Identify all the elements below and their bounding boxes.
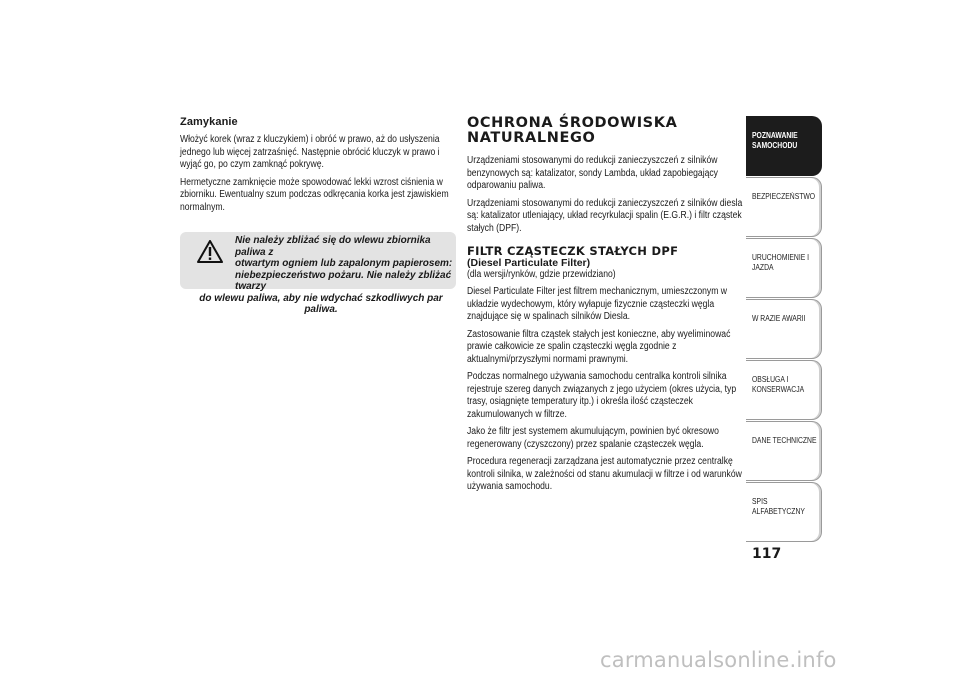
tab-label: URUCHOMIENIE I JAZDA — [752, 253, 810, 272]
page-number: 117 — [752, 546, 782, 562]
tab-label: OBSŁUGA I KONSERWACJA — [752, 375, 805, 394]
paragraph: Jako że filtr jest systemem akumulującym, powinien być okresowo regenerowany (czyszczony) przez spalanie cząsteczek węgla. — [467, 426, 719, 450]
warning-line: otwartym ogniem lub zapalonym papierosem: — [235, 258, 453, 269]
paragraph: Diesel Particulate Filter jest filtrem mechanicznym, umieszczonym w układzie wydechowym, który wyłapuje fizycznie cząsteczki węgla znajdujące się w spalinach silników Diesla. — [467, 286, 727, 322]
chapter-tabs — [746, 116, 822, 543]
warning-line: do wlewu paliwa, aby nie wdychać szkodliwych par paliwa. — [199, 292, 443, 315]
warning-text — [180, 235, 456, 316]
paragraph: Procedura regeneracji zarządzana jest automatycznie przez centralkę kontroli silnika, w zależności od stanu akumulacji w filtrze i od warunków używania samochodu. — [467, 456, 742, 492]
dpf-subheading: (Diesel Particulate Filter) — [467, 257, 591, 269]
tab-label: POZNAWANIE SAMOCHODU — [752, 131, 798, 150]
section-heading — [467, 116, 743, 146]
tab-label: SPIS ALFABETYCZNY — [752, 497, 805, 516]
paragraph: Urządzeniami stosowanymi do redukcji zanieczyszczeń z silników diesla są: katalizator utleniający, układ recyrkulacji spalin (E.G.R.) i filtr cząstek stałych (DPF). — [467, 197, 743, 234]
tab-bezpieczenstwo[interactable] — [746, 177, 822, 237]
heading-line: NATURALNEGO — [467, 130, 596, 146]
section-subheading: Zamykanie — [180, 116, 238, 128]
availability-note: (dla wersji/rynków, gdzie przewidziano) — [467, 269, 616, 280]
paragraph: Hermetyczne zamknięcie może spowodować lekki wzrost ciśnienia w zbiorniku. Ewentualny szum podczas odkręcania korka jest zjawiskiem normalnym. — [180, 176, 449, 213]
tab-label: W RAZIE AWARII — [752, 314, 806, 323]
heading-line: OCHRONA ŚRODOWISKA — [467, 115, 678, 131]
warning-line: Nie należy zbliżać się do wlewu zbiornika paliwa z — [235, 235, 431, 258]
tab-label: BEZPIECZEŃSTWO — [752, 192, 816, 201]
dpf-heading: FILTR CZĄSTECZK STAŁYCH DPF — [467, 244, 679, 258]
warning-line: niebezpieczeństwo pożaru. Nie należy zbliżać twarzy — [235, 269, 452, 292]
paragraph: Włożyć korek (wraz z kluczykiem) i obróć w prawo, aż do usłyszenia jednego lub więcej zatrzaśnięć. Następnie obrócić kluczyk w prawo i wyjąć go, po czym zamknąć pokrywę. — [180, 134, 440, 170]
paragraph: Urządzeniami stosowanymi do redukcji zanieczyszczeń z silników benzynowych są: katalizator, sondy Lambda, układ zapobiegający odparowaniu paliwa. — [467, 155, 718, 191]
watermark: carmanualsonline.info — [600, 648, 837, 672]
tab-w-razie-awarii[interactable] — [746, 299, 822, 359]
tab-obsluga-i-konserwacja[interactable] — [746, 360, 822, 420]
tab-dane-techniczne[interactable] — [746, 421, 822, 481]
tab-label: DANE TECHNICZNE — [752, 436, 817, 445]
right-column — [467, 116, 743, 499]
warning-box — [180, 232, 456, 315]
tab-poznawanie-samochodu[interactable] — [746, 116, 822, 176]
paragraph: Zastosowanie filtra cząstek stałych jest konieczne, aby wyeliminować prawie całkowicie ze spalin cząsteczki węgla zgodnie z aktualnymi/przyszłymi normami prawnymi. — [467, 328, 731, 365]
tab-spis-alfabetyczny[interactable] — [746, 482, 822, 542]
tab-uruchomienie-i-jazda[interactable] — [746, 238, 822, 298]
paragraph: Podczas normalnego używania samochodu centralka kontroli silnika rejestruje szereg danych związanych z jego użyciem (okres użycia, typ trasy, osiągnięte temperatury itp.) i określa ilość cząsteczek zakumulowanych w filtrze. — [467, 371, 737, 420]
left-column — [180, 116, 456, 315]
